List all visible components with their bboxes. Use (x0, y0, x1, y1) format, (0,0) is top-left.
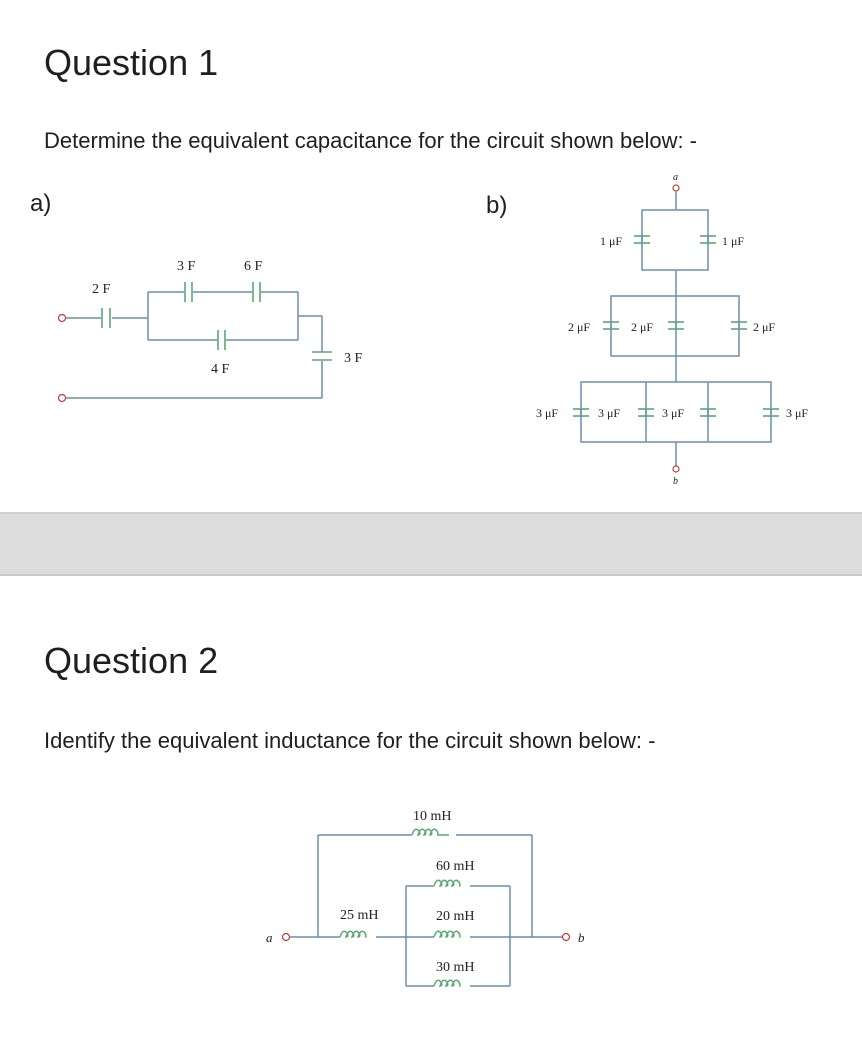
inductor-terminal-b (563, 934, 570, 941)
capacitor-row2-mid (668, 322, 684, 330)
capacitor-6f (253, 282, 260, 302)
label-25mh: 25 mH (340, 908, 379, 923)
capacitor-row2-left (603, 322, 619, 330)
capacitor-row3-3 (700, 409, 716, 417)
capacitor-3f-shunt (312, 352, 332, 360)
capacitor-row3-1 (573, 409, 589, 417)
question-1-title: Question 1 (44, 42, 219, 83)
label-row2-3: 2 μF (753, 320, 776, 334)
label-row2-2: 2 μF (631, 320, 654, 334)
inductor-terminal-a (283, 934, 290, 941)
label-2f: 2 F (92, 282, 111, 297)
capacitor-2f (102, 308, 110, 328)
terminal-a-label: a (266, 930, 273, 945)
terminal-b-label: b (673, 476, 678, 487)
label-20mh: 20 mH (436, 909, 475, 924)
part-b-label: b) (486, 192, 508, 219)
capacitor-4f (218, 330, 225, 350)
inductor-20mh (434, 931, 460, 937)
label-30mh: 30 mH (436, 960, 475, 975)
circuit-a-terminal-top (59, 315, 66, 322)
inductor-circuit (266, 809, 585, 986)
question-1-prompt: Determine the equivalent capacitance for the circuit shown below: - (44, 128, 698, 153)
question-2-title: Question 2 (44, 640, 219, 681)
circuit-b (536, 172, 808, 487)
capacitor-row2-right (731, 322, 747, 330)
label-row3-2: 3 μF (598, 406, 621, 420)
inductor-10mh (412, 829, 449, 835)
part-a-label: a) (30, 190, 52, 217)
label-6f: 6 F (244, 259, 263, 274)
capacitor-row3-4 (763, 409, 779, 417)
inductor-30mh (434, 980, 460, 986)
circuit-a (59, 259, 363, 402)
label-row2-1: 2 μF (568, 320, 591, 334)
capacitor-3f (185, 282, 192, 302)
question-2-prompt: Identify the equivalent inductance for the circuit shown below: - (44, 728, 656, 753)
terminal-a-label: a (673, 172, 678, 183)
label-row1-2: 1 μF (722, 234, 745, 248)
label-10mh: 10 mH (413, 809, 452, 824)
inductor-60mh (434, 880, 460, 886)
capacitor-row1-right (700, 236, 716, 244)
label-row3-4: 3 μF (786, 406, 809, 420)
inductor-25mh (340, 931, 366, 937)
label-3f-shunt: 3 F (344, 351, 363, 366)
circuit-a-terminal-bottom (59, 395, 66, 402)
circuit-b-terminal-b (673, 466, 679, 472)
terminal-b-label: b (578, 930, 585, 945)
label-row1-1: 1 μF (600, 234, 623, 248)
label-row3-1: 3 μF (536, 406, 559, 420)
label-3f: 3 F (177, 259, 196, 274)
label-4f: 4 F (211, 362, 230, 377)
label-60mh: 60 mH (436, 859, 475, 874)
label-row3-3: 3 μF (662, 406, 685, 420)
capacitor-row1-left (634, 236, 650, 244)
capacitor-row3-2 (638, 409, 654, 417)
circuit-b-terminal-a (673, 185, 679, 191)
